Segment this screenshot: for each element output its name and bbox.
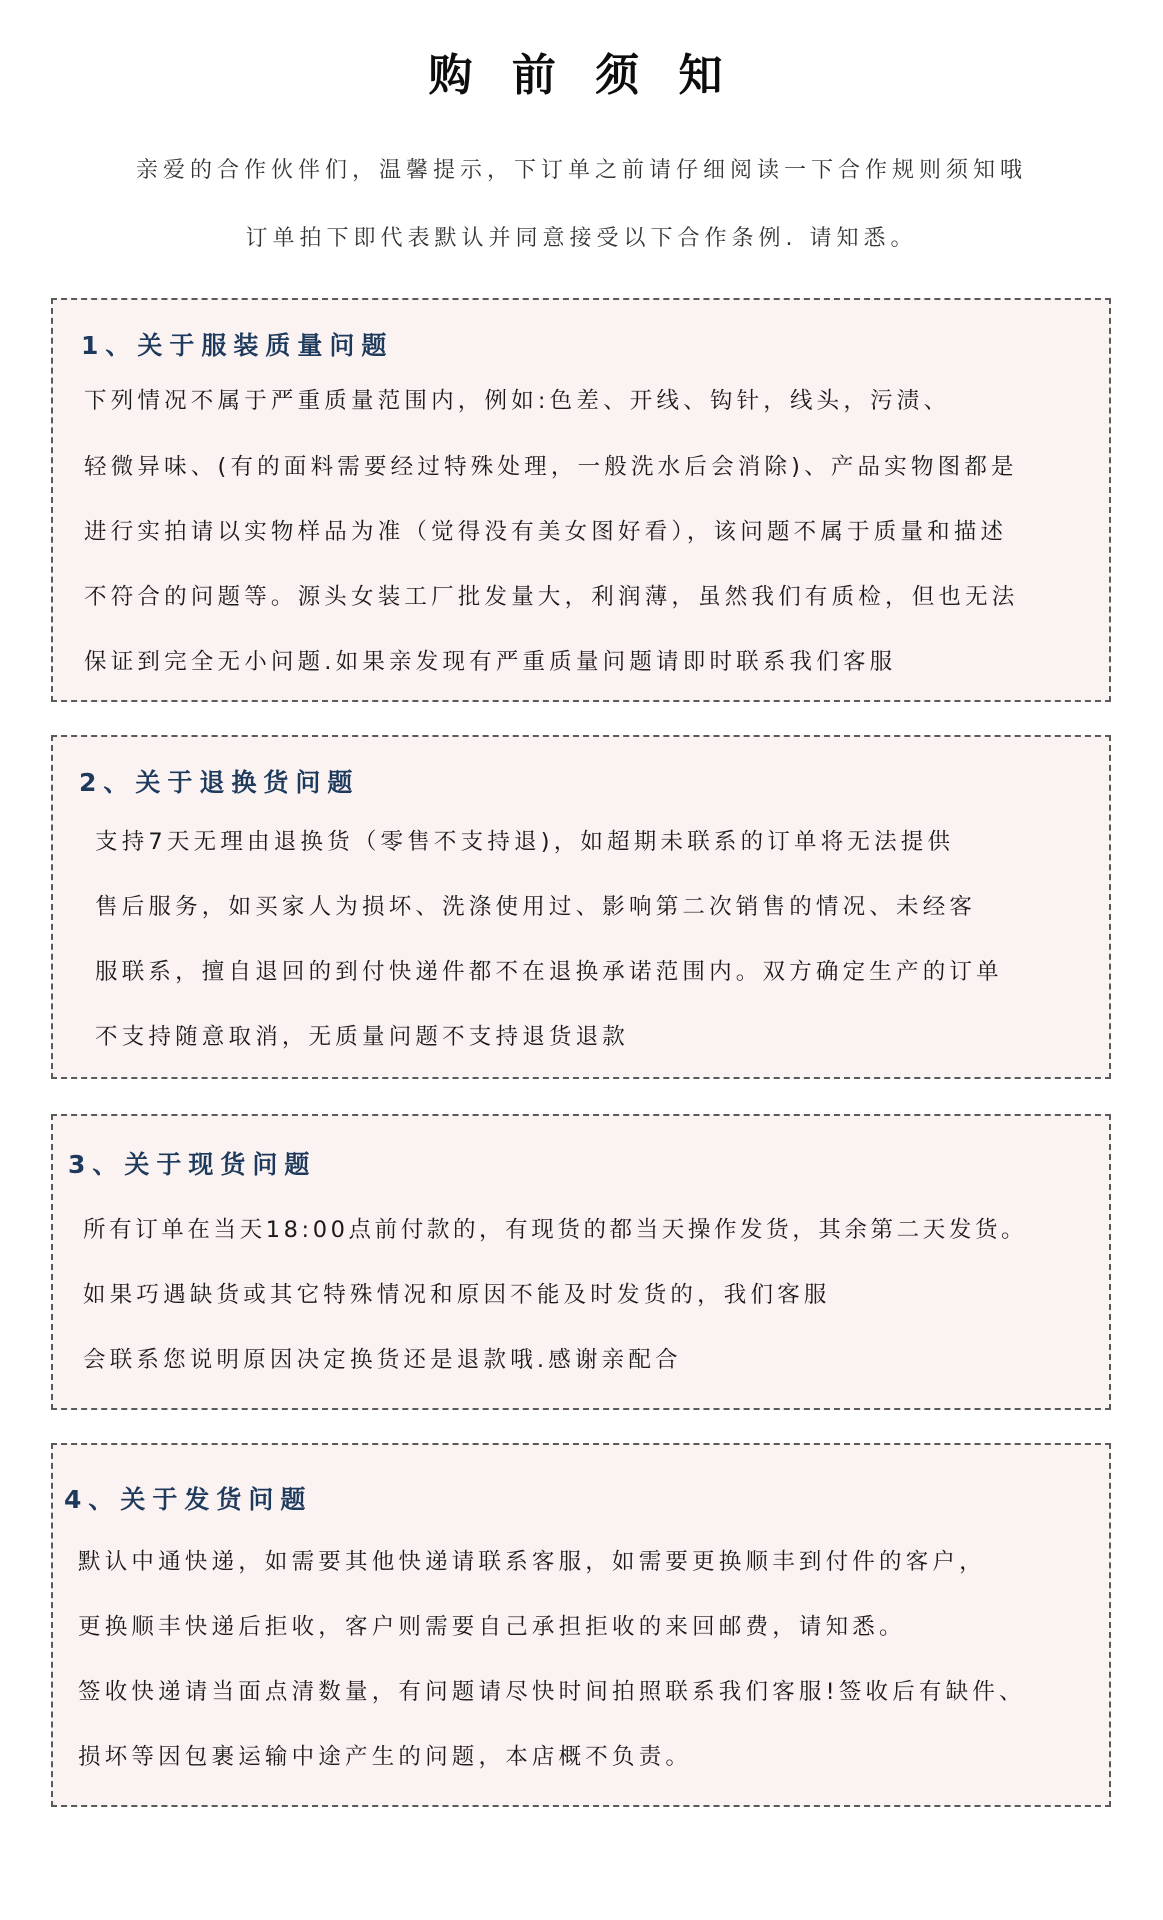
section-text-line: 默认中通快递，如需要其他快递请联系客服，如需要更换顺丰到付件的客户，: [78, 1549, 986, 1575]
intro-line-1: 亲爱的合作伙伴们，温馨提示，下订单之前请仔细阅读一下合作规则须知哦: [135, 158, 1027, 183]
section-text-line: 不符合的问题等。源头女装工厂批发量大，利润薄，虽然我们有质检，但也无法: [84, 584, 1019, 610]
section-text-line: 下列情况不属于严重质量范围内，例如:色差、开线、钩针，线头，污渍、: [84, 388, 951, 414]
section-text-line: 进行实拍请以实物样品为准（觉得没有美女图好看），该问题不属于质量和描述: [84, 519, 1008, 545]
section-text-line: 服联系，擅自退回的到付快递件都不在退换承诺范围内。双方确定生产的订单: [95, 959, 1003, 985]
section-text-line: 更换顺丰快递后拒收，客户则需要自己承担拒收的来回邮费，请知悉。: [78, 1614, 906, 1640]
section-heading-stock: 3、关于现货问题: [68, 1150, 317, 1179]
section-text-line: 签收快递请当面点清数量，有问题请尽快时间拍照联系我们客服!签收后有缺件、: [78, 1679, 1026, 1705]
notice-box-quality: [51, 298, 1111, 702]
section-heading-returns: 2、关于退换货问题: [79, 768, 360, 797]
section-heading-quality: 1、关于服装质量问题: [81, 331, 394, 360]
section-text-line: 不支持随意取消，无质量问题不支持退货退款: [95, 1024, 630, 1050]
section-text-line: 轻微异味、(有的面料需要经过特殊处理，一般洗水后会消除)、产品实物图都是: [84, 454, 1018, 480]
notice-box-shipping: [51, 1443, 1111, 1807]
section-text-line: 如果巧遇缺货或其它特殊情况和原因不能及时发货的，我们客服: [83, 1282, 831, 1308]
section-text-line: 支持7天无理由退换货（零售不支持退)，如超期未联系的订单将无法提供: [95, 829, 955, 855]
page-title: 购 前 须 知: [428, 50, 735, 101]
section-text-line: 所有订单在当天18:00点前付款的，有现货的都当天操作发货，其余第二天发货。: [83, 1217, 1028, 1243]
notice-box-stock: [51, 1114, 1111, 1410]
intro-line-2: 订单拍下即代表默认并同意接受以下合作条例. 请知悉。: [245, 226, 918, 251]
section-text-line: 会联系您说明原因决定换货还是退款哦.感谢亲配合: [83, 1347, 682, 1373]
section-text-line: 售后服务，如买家人为损坏、洗涤使用过、影响第二次销售的情况、未经客: [95, 894, 977, 920]
notice-box-returns: [51, 735, 1111, 1079]
section-text-line: 保证到完全无小问题.如果亲发现有严重质量问题请即时联系我们客服: [84, 649, 897, 675]
section-text-line: 损坏等因包裹运输中途产生的问题，本店概不负责。: [78, 1744, 693, 1770]
section-heading-shipping: 4、关于发货问题: [64, 1485, 313, 1514]
